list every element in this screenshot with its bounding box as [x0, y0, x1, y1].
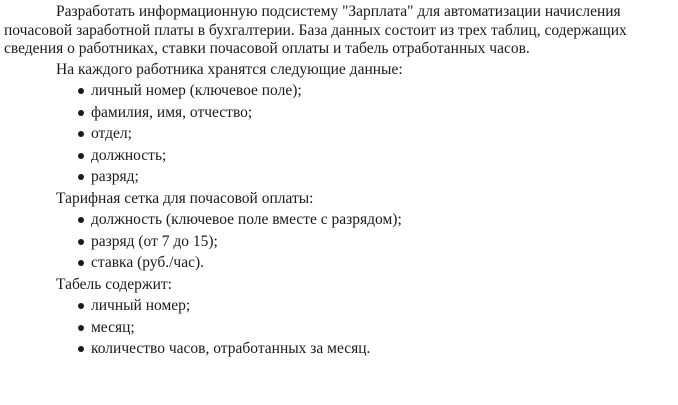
bullet-icon — [78, 110, 84, 116]
list-item: личный номер; — [78, 295, 674, 317]
bullet-icon — [78, 239, 84, 245]
bullet-icon — [78, 303, 84, 309]
document-body — [4, 0, 674, 360]
bullet-icon — [78, 217, 84, 223]
bullet-icon — [78, 131, 84, 137]
list-item: личный номер (ключевое поле); — [78, 80, 674, 102]
list-item: фамилия, имя, отчество; — [78, 102, 674, 124]
list-item: должность (ключевое поле вместе с разрядом); — [78, 209, 674, 231]
list-item: отдел; — [78, 123, 674, 145]
bullet-list — [4, 295, 674, 360]
section-heading: Тарифная сетка для почасовой оплаты: — [56, 189, 314, 207]
bullet-list — [4, 209, 674, 274]
bullet-icon — [78, 346, 84, 352]
list-item: месяц; — [78, 317, 674, 339]
section-tariff-grid — [4, 188, 674, 274]
bullet-icon — [78, 88, 84, 94]
list-item: разряд (от 7 до 15); — [78, 231, 674, 253]
bullet-icon — [78, 153, 84, 159]
list-item: должность; — [78, 145, 674, 167]
section-employee-data — [4, 59, 674, 188]
section-timesheet — [4, 274, 674, 360]
section-heading: На каждого работника хранятся следующие данные: — [56, 60, 403, 78]
bullet-icon — [78, 325, 84, 331]
bullet-icon — [78, 260, 84, 266]
list-item: разряд; — [78, 166, 674, 188]
list-item: количество часов, отработанных за месяц. — [78, 338, 674, 360]
list-item: ставка (руб./час). — [78, 252, 674, 274]
bullet-list — [4, 80, 674, 188]
bullet-icon — [78, 174, 84, 180]
intro-paragraph: Разработать информационную подсистему "Зарплата" для автоматизации начисления почасовой заработной платы в бухгалтерии. База данных состоит из трех таблиц, содержащих сведения о работниках, ставки почасовой оплаты и табель отработанных часов. — [4, 3, 627, 58]
section-heading: Табель содержит: — [56, 275, 172, 293]
